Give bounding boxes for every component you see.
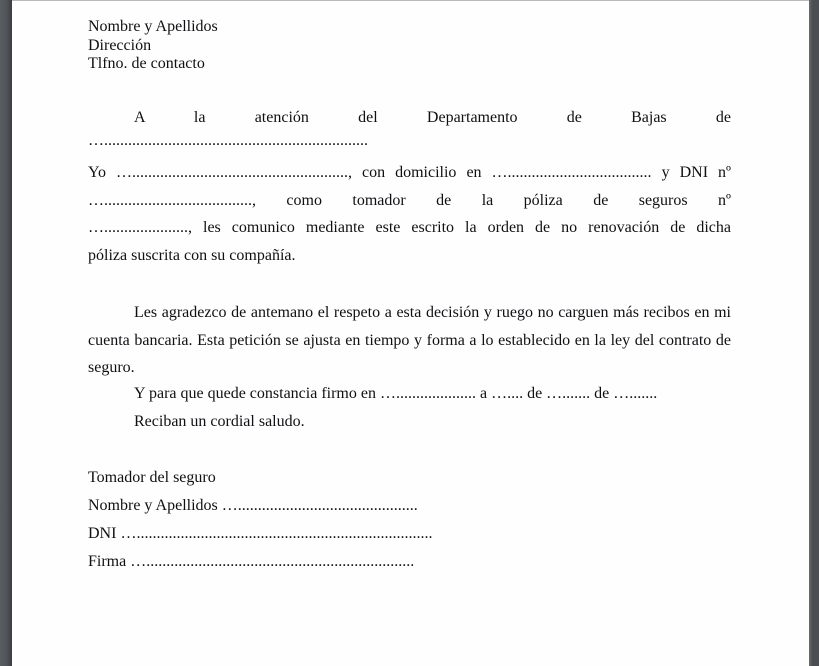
left-edge-strip: [0, 0, 12, 666]
paragraph-request: [88, 299, 731, 382]
signature-name-line: Nombre y Apellidos ….............................................: [88, 497, 418, 514]
paragraph-request-line-2: cuenta bancaria. Esta petición se ajusta en tiempo y forma a lo establecido en la ley del contrato de: [88, 331, 731, 349]
closing-date-line: Y para que quede constancia firmo en ….................... a ….... de …....... de ….......: [134, 385, 658, 402]
recipient-attention-line: A la atención del Departamento de Bajas de: [134, 109, 731, 126]
paragraph-identification: [88, 159, 731, 269]
paragraph-identification-line-2: …....................................., como tomador de la póliza de seguros nº: [88, 191, 731, 209]
recipient-block: [88, 106, 731, 152]
sender-name-line: Nombre y Apellidos: [88, 18, 218, 35]
signature-title: Tomador del seguro: [88, 469, 216, 486]
sender-phone-line: Tlfno. de contacto: [88, 55, 205, 72]
closing-salutation-line: Reciban un cordial saludo.: [134, 413, 305, 430]
paragraph-identification-line-4: póliza suscrita con su compañía.: [88, 246, 296, 264]
signature-block: [88, 464, 731, 576]
paragraph-identification-line-3: …....................., les comunico mediante este escrito la orden de no renovación de dicha: [88, 219, 731, 236]
paragraph-identification-line-1: Yo …......................................................, con domicilio en ….................................... y DNI nº: [88, 164, 731, 181]
sender-address-line: Dirección: [88, 36, 152, 54]
right-edge-strip: [809, 0, 819, 666]
paragraph-request-line-3: seguro.: [88, 359, 135, 376]
letter-content: [88, 0, 731, 666]
recipient-dotted-line: …..................................................................: [88, 132, 368, 149]
signature-dni-line: DNI …..........................................................................: [88, 525, 433, 542]
sender-block: [88, 18, 731, 74]
signature-firma-line: Firma …...................................................................: [88, 553, 415, 570]
paragraph-request-line-1: Les agradezco de antemano el respeto a esta decisión y ruego no carguen más recibos en mi: [134, 304, 731, 321]
